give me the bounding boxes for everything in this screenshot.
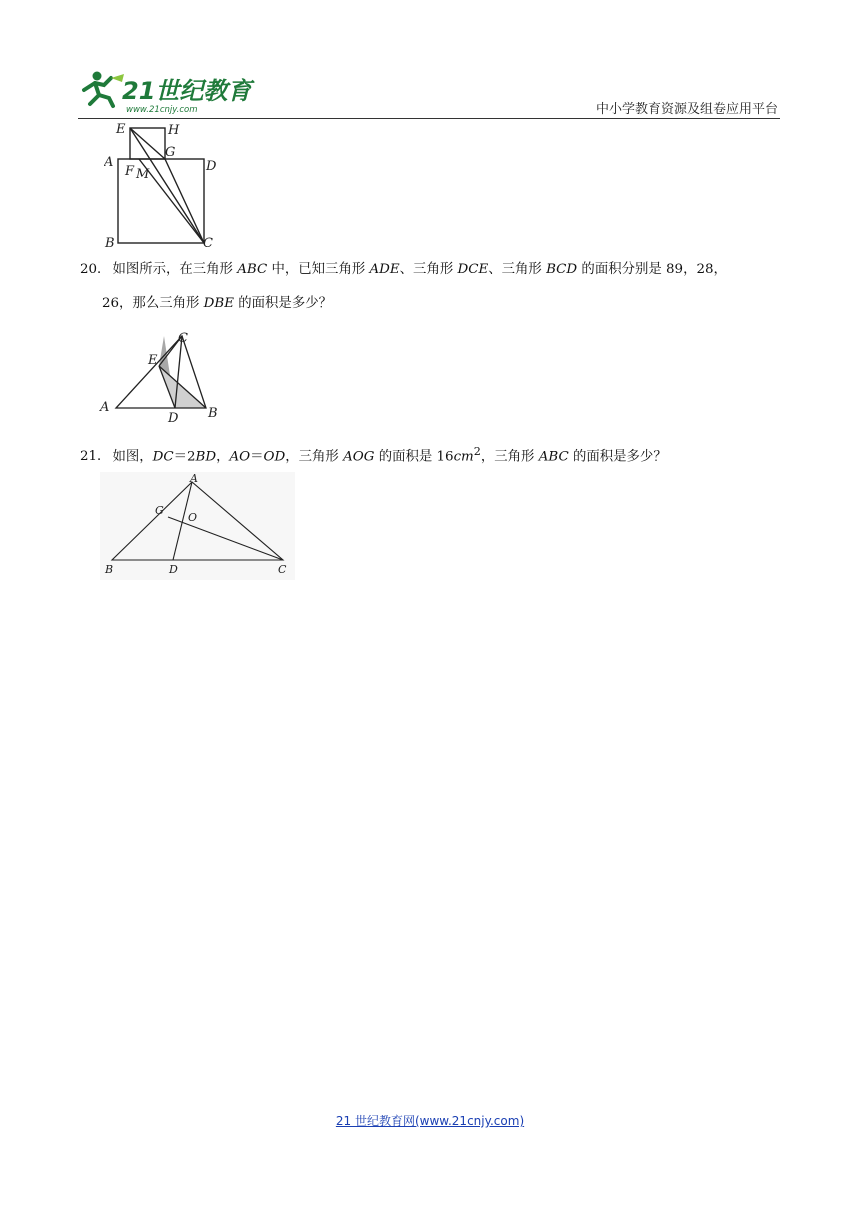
runner-logo-icon [78,68,258,114]
page-footer [0,1112,860,1129]
site-logo[interactable] [78,68,258,114]
question-number: 21． [80,449,111,465]
label-B: B [208,406,218,421]
question-number: 20． [80,262,111,277]
label-D: D [169,563,178,576]
logo-url: www.21cnjy.com [126,105,198,114]
question-21: 21． 如图，DC＝2BD，AO＝OD，三角形 AOG 的面积是 $16cm^2$，三角形 ABC 的面积是多少？ [80,445,667,465]
label-G: G [155,504,164,517]
label-A: A [104,155,114,170]
label-C: C [178,331,188,346]
question-19-figure [104,120,224,252]
label-B: B [105,236,115,251]
platform-name: 中小学教育资源及组卷应用平台 [595,102,778,117]
logo-text: 21世纪教育 [122,77,252,105]
label-A: A [100,400,110,415]
label-B: B [105,563,114,576]
label-E: E [116,122,126,137]
label-F: F [125,164,135,179]
question-20: 20． 如图所示，在三角形 ABC 中，已知三角形 ADE、三角形 DCE、三角形 BCD 的面积分别是 89，28， 26，那么三角形 DBE 的面积是多少？ [80,262,727,311]
label-C: C [278,563,287,576]
label-D: D [168,411,179,424]
page-header [78,64,780,120]
question-21-figure [100,472,295,580]
footer-link[interactable]: 21 世纪教育网(www.21cnjy.com) [335,1114,525,1128]
label-H: H [168,123,180,138]
label-A: A [190,472,198,485]
label-E: E [148,353,158,368]
question-20-figure [98,328,228,424]
label-D: D [206,159,217,174]
label-C: C [203,236,213,251]
label-O: O [188,511,198,524]
label-M: M [136,167,150,182]
label-G: G [165,145,176,160]
header-divider [78,118,780,119]
